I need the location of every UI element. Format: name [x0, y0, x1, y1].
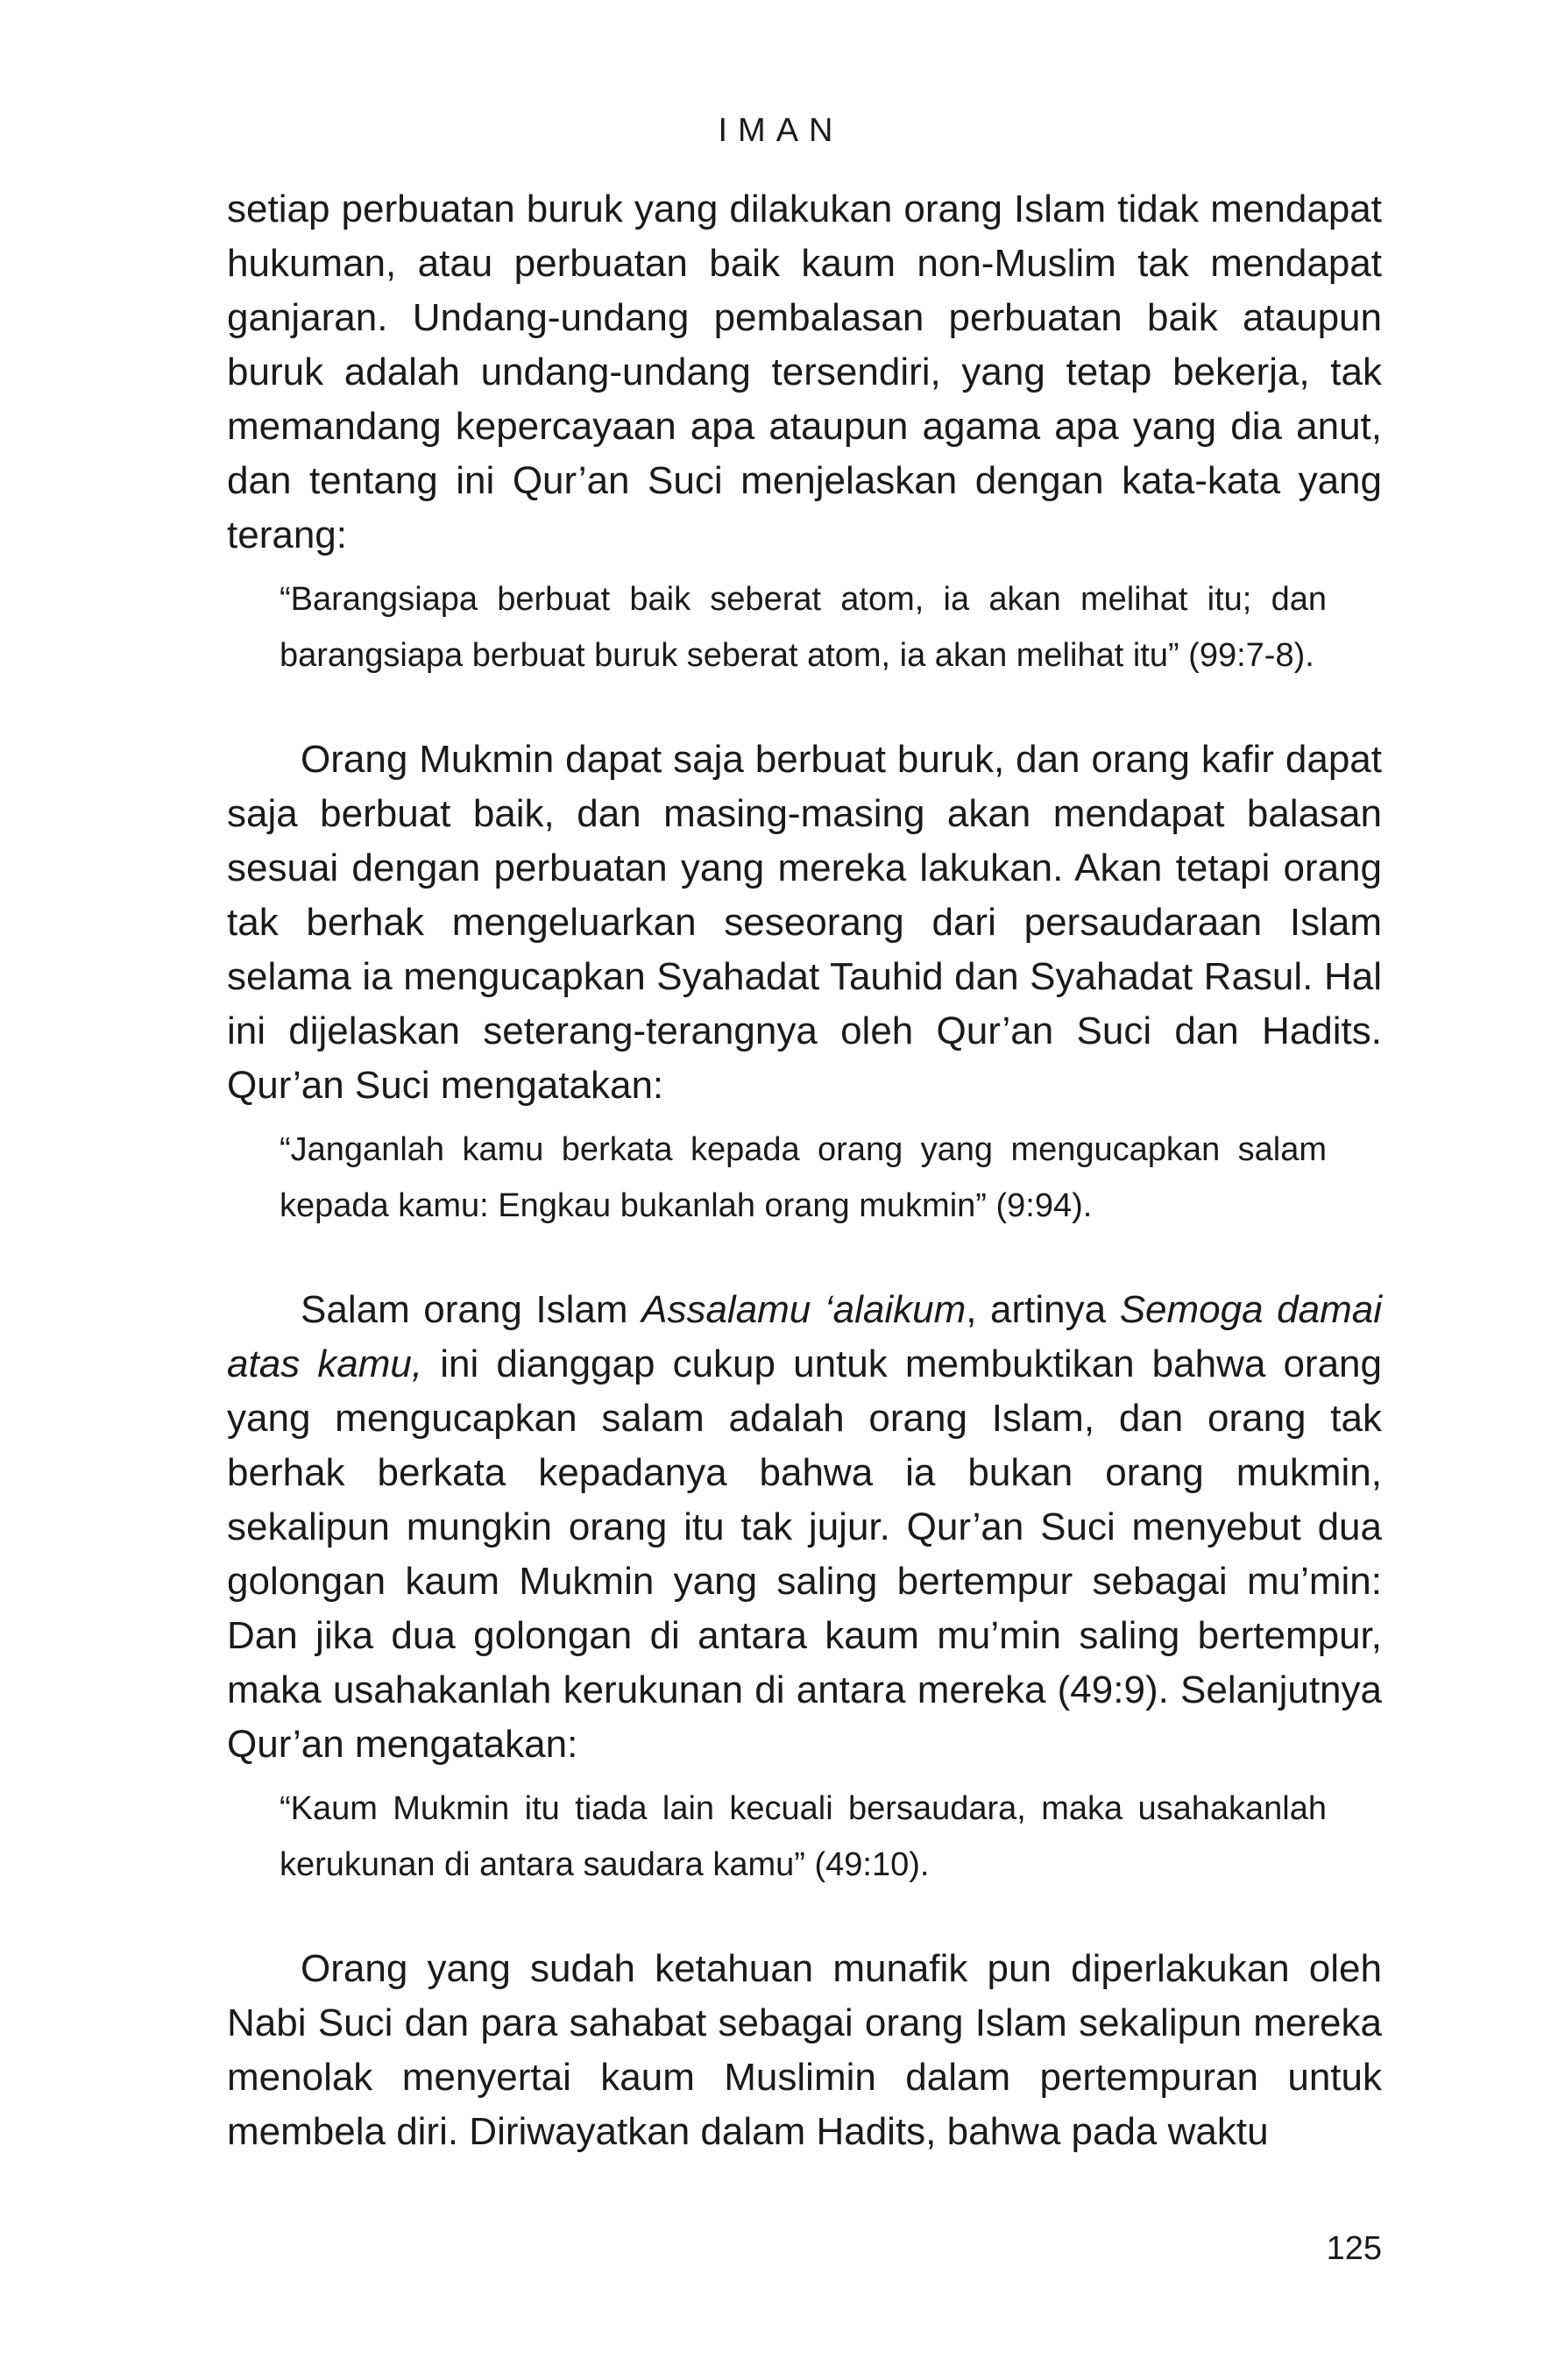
paragraph-3-italic-greeting: Assalamu ‘alaikum — [641, 1288, 967, 1331]
paragraph-4: Orang yang sudah ketahuan munafik pun diperlakukan oleh Nabi Suci dan para sahabat sebagai orang Islam sekalipun mereka menolak menyertai kaum Muslimin dalam pertempuran untuk membela diri. Diriwayatkan dalam Hadits, bahwa pada waktu — [227, 1947, 1382, 2153]
quote-2: “Janganlah kamu berkata kepada orang yang mengucapkan salam kepada kamu: Engkau bukanlah orang mukmin” (9:94). — [280, 1131, 1327, 1224]
paragraph-3-italic-meaning: Semoga damai atas kamu, — [227, 1288, 1382, 1385]
quote-1: “Barangsiapa berbuat baik seberat atom, ia akan melihat itu; dan barangsiapa berbuat buruk seberat atom, ia akan melihat itu” (99:7-8). — [280, 581, 1327, 674]
paragraph-3-text-e: ini dianggap cukup untuk membuktikan bahwa orang yang mengucapkan salam adalah orang Islam, dan orang tak berhak berkata kepadanya bahwa ia bukan orang mukmin, sekalipun mungkin orang itu tak jujur. Qur’an Suci menyebut dua golongan kaum Mukmin yang saling bertempur sebagai mu’min: Dan jika dua golongan di antara kaum mu’min saling bertempur, maka usahakanlah kerukunan di antara mereka (49:9). Selanjutnya Qur’an mengatakan: — [227, 1342, 1382, 1766]
paragraph-3-text-c: , artinya — [966, 1288, 1120, 1331]
body-text — [227, 182, 1382, 2159]
quote-3: “Kaum Mukmin itu tiada lain kecuali bersaudara, maka usahakanlah kerukunan di antara saudara kamu” (49:10). — [280, 1790, 1327, 1883]
paragraph-1: setiap perbuatan buruk yang dilakukan orang Islam tidak mendapat hukuman, atau perbuatan baik kaum non-Muslim tak mendapat ganjaran. Undang-undang pembalasan perbuatan baik ataupun buruk adalah undang-undang tersendiri, yang tetap bekerja, tak memandang kepercayaan apa ataupun agama apa yang dia anut, dan tentang ini Qur’an Suci menjelaskan dengan kata-kata yang terang: — [227, 188, 1382, 556]
page-number: 125 — [1326, 2230, 1382, 2267]
paragraph-3-text-a: Salam orang Islam — [301, 1288, 642, 1331]
running-head: IMAN — [718, 112, 844, 149]
paragraph-2: Orang Mukmin dapat saja berbuat buruk, dan orang kafir dapat saja berbuat baik, dan masing-masing akan mendapat balasan sesuai dengan perbuatan yang mereka lakukan. Akan tetapi orang tak berhak mengeluarkan seseorang dari persaudaraan Islam selama ia mengucapkan Syahadat Tauhid dan Syahadat Rasul. Hal ini dijelaskan seterang-terangnya oleh Qur’an Suci dan Hadits. Qur’an Suci mengatakan: — [227, 738, 1382, 1107]
paragraph-3 — [227, 1283, 1382, 1772]
